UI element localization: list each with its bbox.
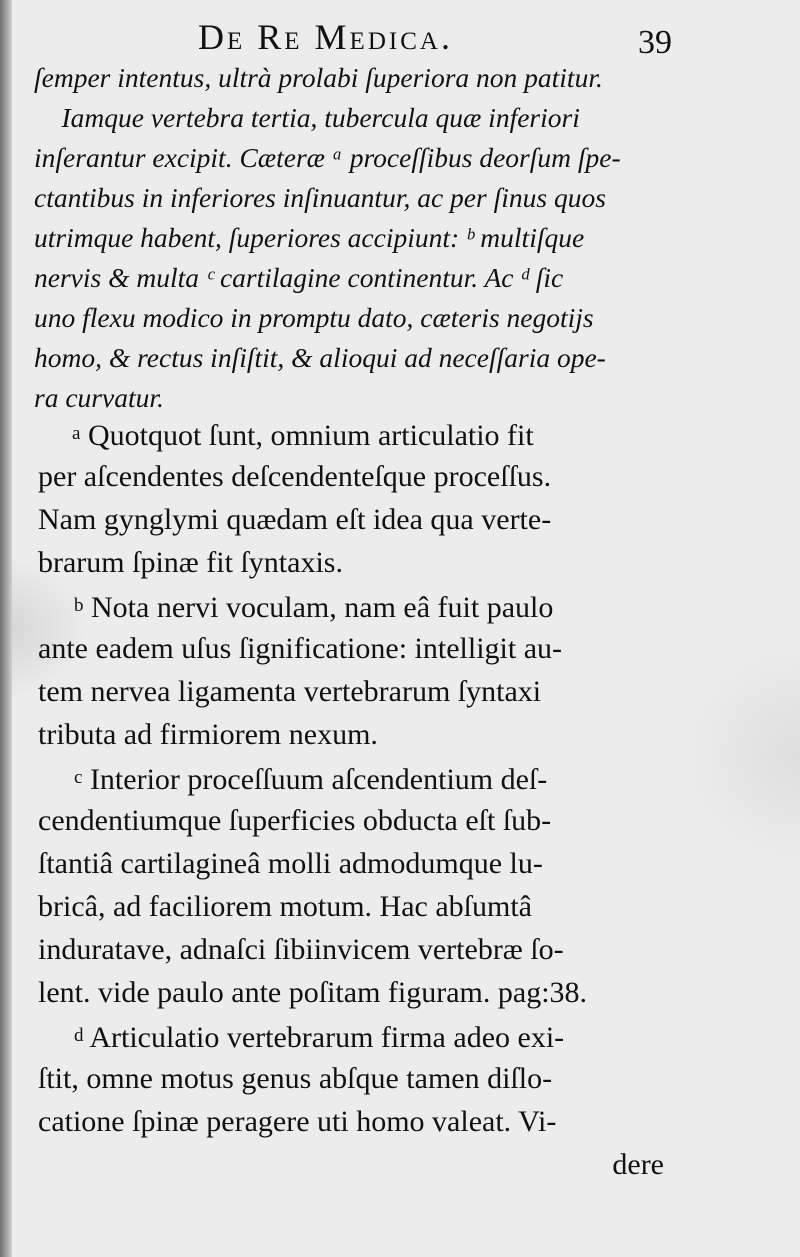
text-line: ra curvatur. [34, 382, 164, 413]
footnote-marker: a [72, 423, 81, 444]
page-gutter-shadow [0, 0, 12, 1257]
footnote-d-line [38, 1014, 698, 1057]
footnote-marker: c [74, 767, 83, 788]
text-line: ſemper intentus, ultrà prolabi ſuperiora non patitur. [34, 62, 603, 93]
footnote-a-line [38, 412, 698, 455]
footnote-line: Nam gynglymi quædam eſt idea qua verte- [38, 503, 552, 536]
note-text: Quotquot ſunt, omnium articulatio fit [87, 419, 534, 452]
footnote-marker: b [74, 595, 84, 616]
footnote-marker: d [74, 1025, 84, 1046]
text-line: uno flexu modico in promptu dato, cæteris negotijs [34, 302, 594, 333]
footnote-line: ante eadem uſus ſignificatione: intelligit au- [38, 632, 563, 665]
note-text: Interior proceſſuum aſcendentium deſ- [89, 763, 548, 796]
text-line: inſerantur excipit. Cæteræ ᵃ proceſſibus deorſum ſpe- [34, 142, 621, 173]
footnote-line: brarum ſpinæ fit ſyntaxis. [38, 546, 343, 579]
text-line: utrimque habent, ſuperiores accipiunt: ᵇ multiſque [34, 222, 585, 253]
page-header [0, 8, 800, 61]
catchword: dere [612, 1148, 664, 1181]
footnote-line: induratave, adnaſci ſibiinvicem vertebræ ſo- [38, 933, 564, 966]
footnote-b-line [38, 584, 698, 627]
text-line: ctantibus in inferiores inſinuantur, ac per ſinus quos [34, 182, 606, 213]
text-line: Iamque vertebra tertia, tubercula quæ inferiori [34, 102, 580, 133]
footnote-line: bricâ, ad faciliorem motum. Hac abſumtâ [38, 890, 532, 923]
footnote-line: ſtit, omne motus genus abſque tamen diſlo- [38, 1062, 553, 1095]
page-number: 39 [638, 24, 672, 61]
footnote-line: cendentiumque ſuperficies obducta eſt ſub- [38, 804, 552, 837]
text-line: homo, & rectus inſiſtit, & alioqui ad neceſſaria ope- [34, 342, 606, 373]
footnote-line: tributa ad firmiorem nexum. [38, 718, 378, 751]
footnotes [38, 412, 698, 1186]
footnote-c-line [38, 756, 698, 799]
footnote-line: lent. vide paulo ante poſitam figuram. pag:38. [38, 976, 588, 1009]
text-line: nervis & multa ᶜ cartilagine continentur. Ac ᵈ ſic [34, 262, 564, 293]
italic-main-text [34, 58, 694, 418]
footnote-line: tem nervea ligamenta vertebrarum ſyntaxi [38, 675, 542, 708]
running-title: De Re Medica. [198, 17, 453, 57]
note-text: Articulatio vertebrarum firma adeo exi- [89, 1021, 565, 1054]
footnote-line: ſtantiâ cartilagineâ molli admodumque lu- [38, 847, 543, 880]
note-text: Nota nervi voculam, nam eâ fuit paulo [91, 591, 554, 624]
footnote-line: catione ſpinæ peragere uti homo valeat. Vi- [38, 1105, 557, 1138]
footnote-line: per aſcendentes deſcendenteſque proceſſus. [38, 460, 552, 493]
